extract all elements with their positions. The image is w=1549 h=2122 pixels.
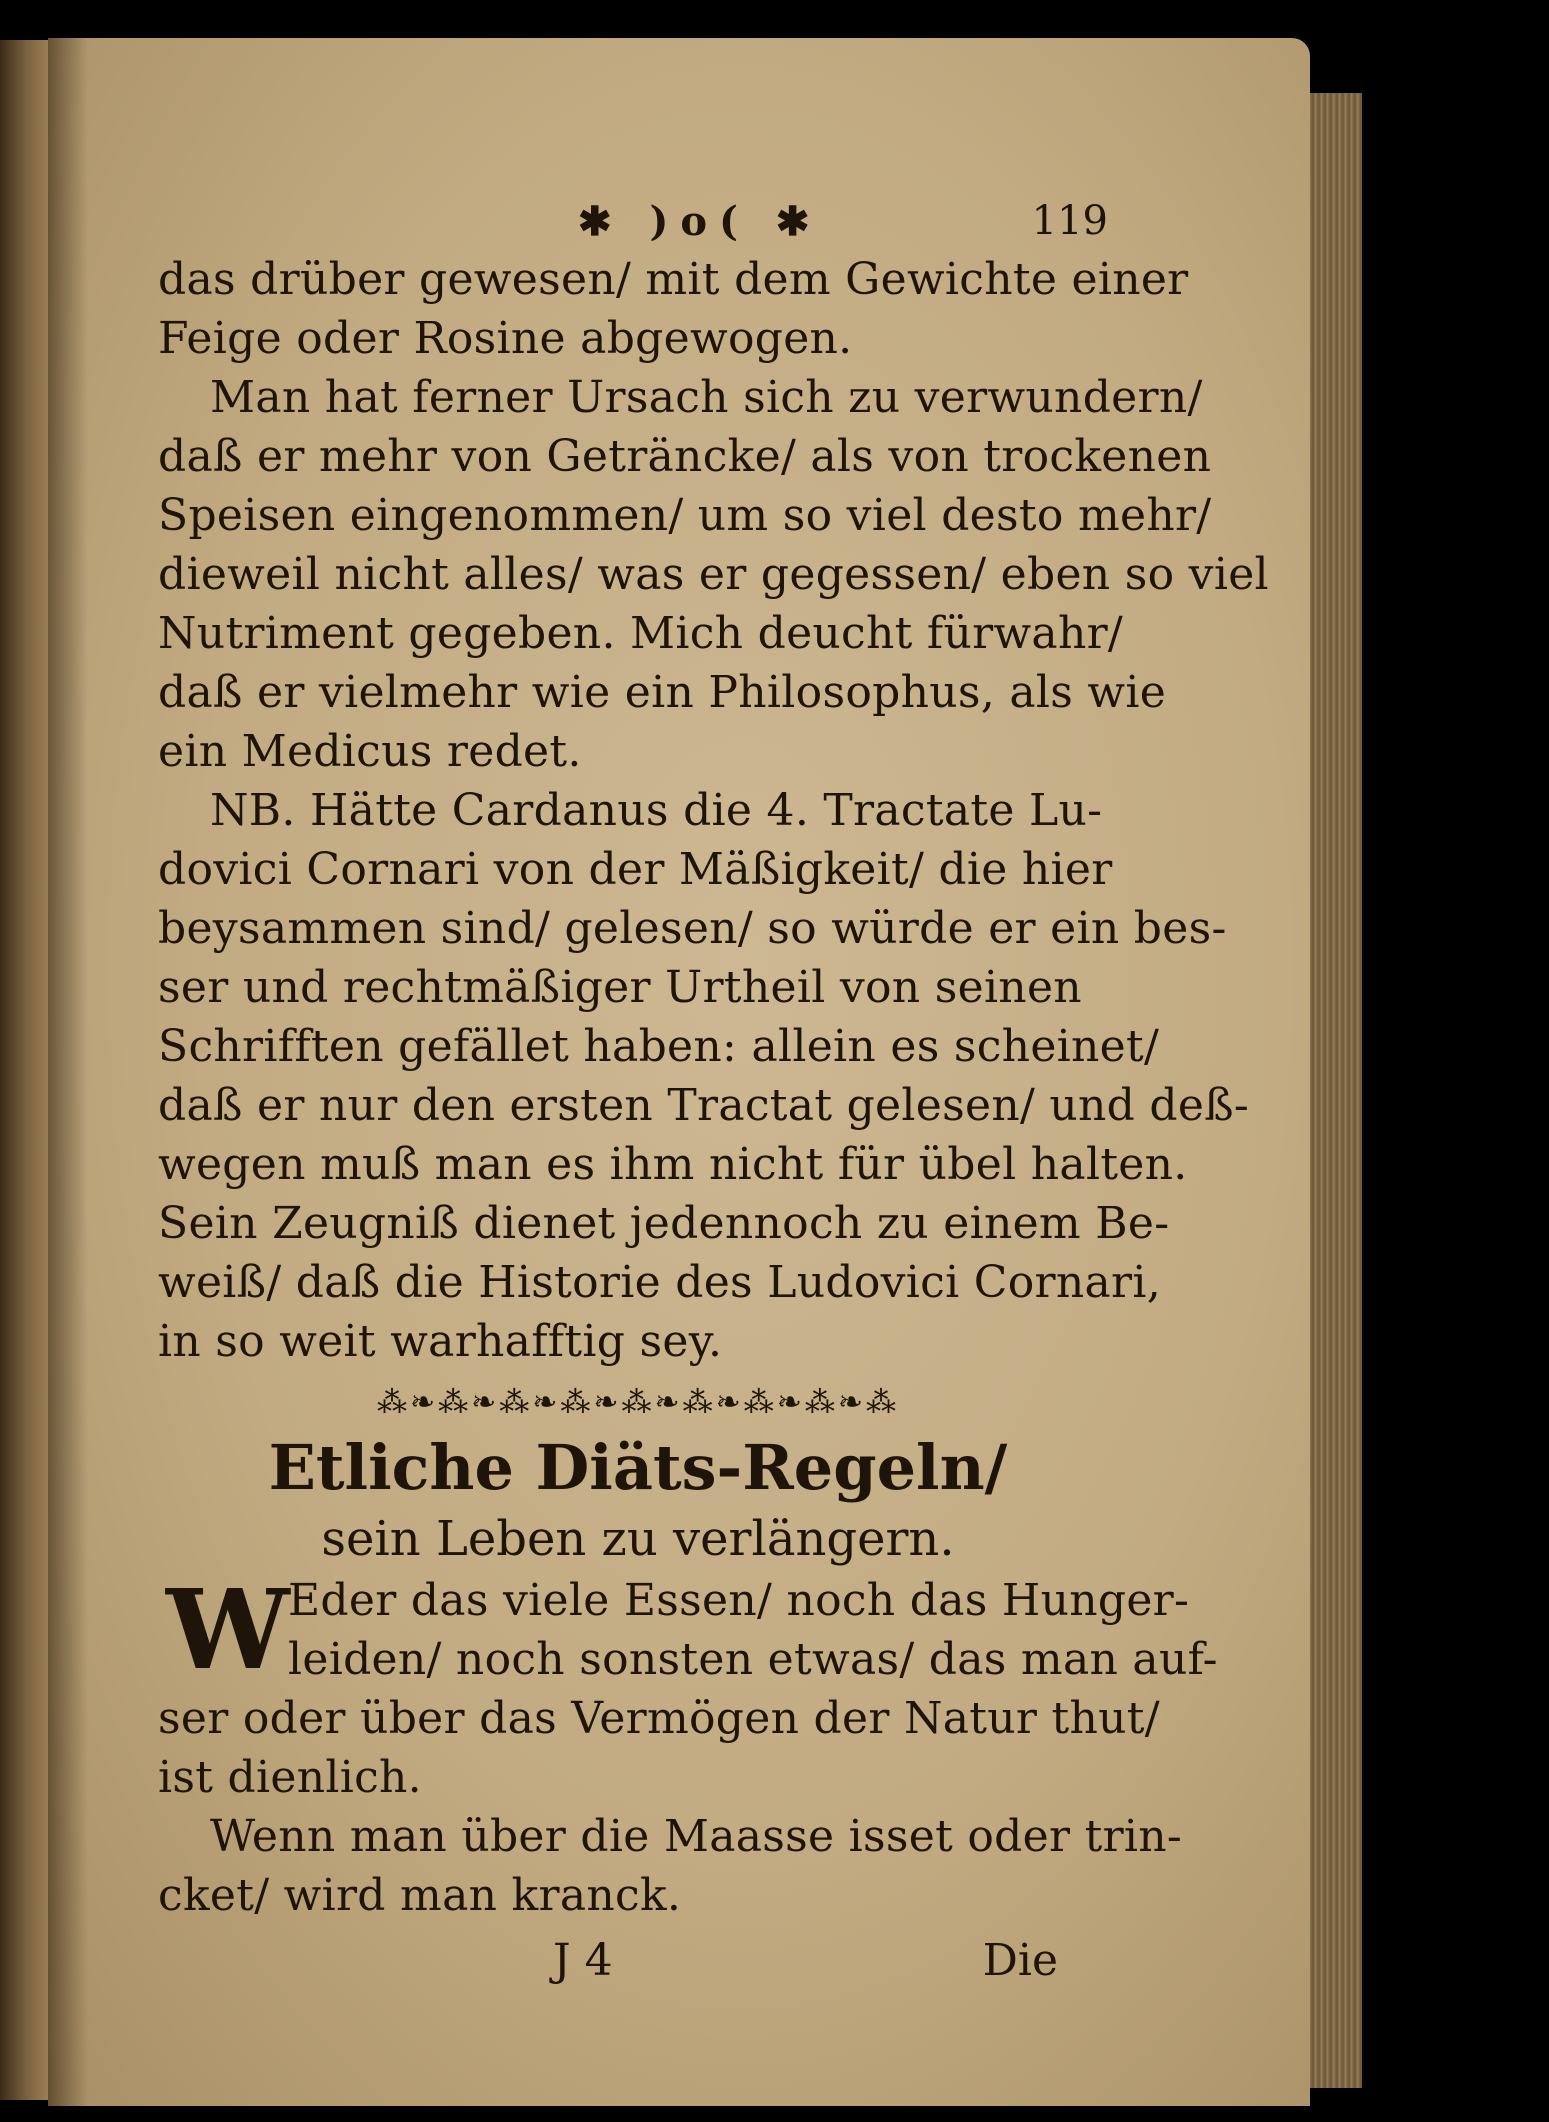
section-title: Etliche Diäts-Regeln/: [268, 1431, 1008, 1504]
text-line: NB. Hätte Cardanus die 4. Tractate Lu-: [210, 785, 1103, 836]
text-block: [158, 198, 1269, 1995]
text-line: Schrifften gefället haben: allein es scheinet/: [158, 1021, 1160, 1072]
text-line: ein Medicus redet.: [158, 726, 582, 777]
page-stack-edges: [1310, 93, 1362, 2088]
text-line: Sein Zeugniß dienet jedennoch zu einem Be-: [158, 1198, 1170, 1249]
text-line: Nutriment gegeben. Mich deucht fürwahr/: [158, 608, 1124, 659]
text-line: cket/ wird man kranck.: [158, 1870, 682, 1921]
text-line: wegen muß man es ihm nicht für übel halten.: [158, 1139, 1188, 1190]
header-ornament: ✱ )o( ✱: [578, 198, 822, 245]
facing-page-edge: [0, 40, 48, 2100]
drop-cap-paragraph: [158, 1565, 1218, 1807]
signature-mark: J 4: [553, 1935, 613, 1986]
text-line: beysammen sind/ gelesen/ so würde er ein bes-: [158, 903, 1227, 954]
text-line: Man hat ferner Ursach sich zu verwundern/: [210, 372, 1203, 423]
text-line: dieweil nicht alles/ was er gegessen/ eben so viel: [158, 549, 1269, 600]
text-line: Eder das viele Essen/ noch das Hunger-: [288, 1575, 1190, 1626]
body-paragraphs: [158, 250, 1269, 1371]
text-line: Speisen eingenommen/ um so viel desto mehr/: [158, 490, 1212, 541]
section-subtitle: sein Leben zu verlängern.: [321, 1511, 955, 1567]
page-number: 119: [1031, 198, 1108, 244]
drop-cap-initial: W: [166, 1565, 290, 1694]
page-footer: [158, 1935, 1118, 1995]
text-line: weiß/ daß die Historie des Ludovici Cornari,: [158, 1257, 1162, 1308]
catchword: Die: [982, 1935, 1058, 1986]
text-line: in so weit warhafftig sey.: [158, 1316, 723, 1367]
text-line: Feige oder Rosine abgewogen.: [158, 313, 853, 364]
text-line: daß er vielmehr wie ein Philosophus, als wie: [158, 667, 1167, 718]
text-line: daß er nur den ersten Tractat gelesen/ und deß-: [158, 1080, 1250, 1131]
text-line: ser oder über das Vermögen der Natur thut/: [158, 1693, 1160, 1744]
text-line: daß er mehr von Geträncke/ als von trockenen: [158, 431, 1212, 482]
text-line: leiden/ noch sonsten etwas/ das man auf-: [288, 1634, 1218, 1685]
text-line: ist dienlich.: [158, 1752, 422, 1803]
rule-paragraph: [158, 1807, 1183, 1925]
book-page: [48, 38, 1310, 2106]
text-line: Wenn man über die Maasse isset oder trin-: [210, 1811, 1183, 1862]
gutter-shadow: [48, 38, 88, 2106]
text-line: dovici Cornari von der Mäßigkeit/ die hier: [158, 844, 1113, 895]
running-header: [158, 198, 1118, 244]
text-line: das drüber gewesen/ mit dem Gewichte einer: [158, 254, 1189, 305]
text-line: ser und rechtmäßiger Urtheil von seinen: [158, 962, 1082, 1013]
ornamental-rule: ⁂❧⁂❧⁂❧⁂❧⁂❧⁂❧⁂❧⁂❧⁂: [376, 1385, 900, 1420]
